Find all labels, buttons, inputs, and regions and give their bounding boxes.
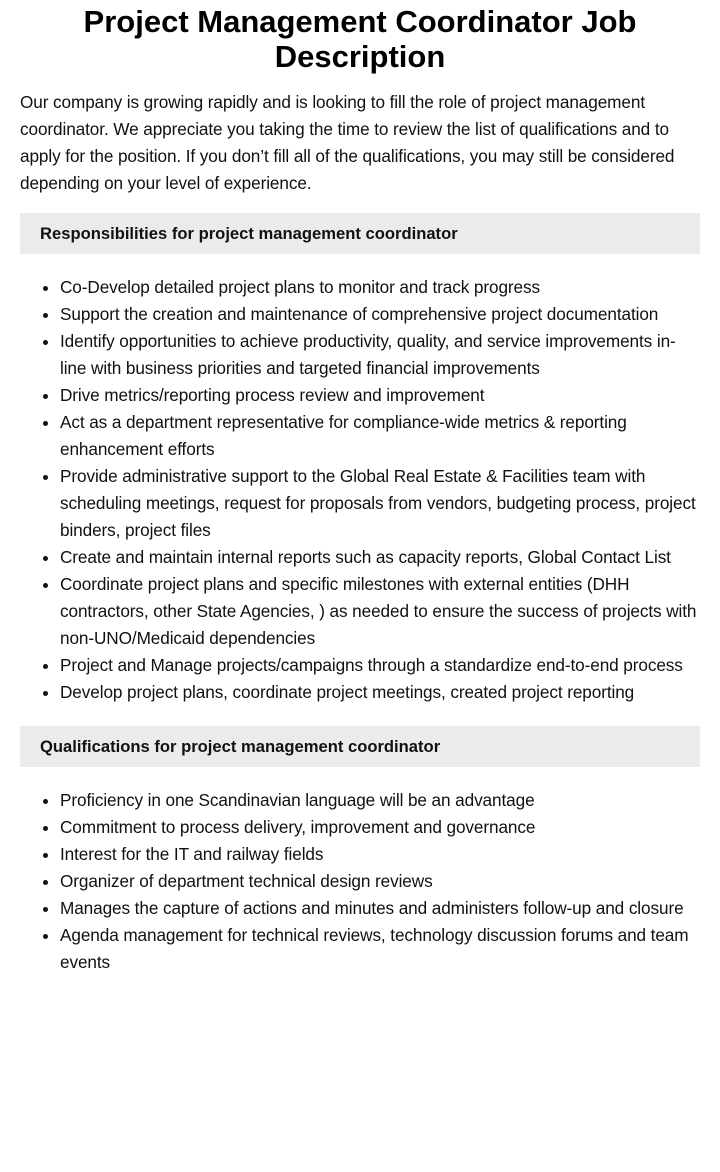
list-item: • Commitment to process delivery, improvement and governance <box>60 814 700 841</box>
list-item: • Manages the capture of actions and minutes and administers follow-up and closure <box>60 895 700 922</box>
list-item: • Organizer of department technical design reviews <box>60 868 700 895</box>
responsibilities-list <box>20 274 700 706</box>
list-item: • Provide administrative support to the Global Real Estate & Facilities team with scheduling meetings, request for proposals from vendors, budgeting process, project binders, project files <box>60 463 700 544</box>
qualifications-heading: Qualifications for project management coordinator <box>20 726 700 767</box>
list-item: • Interest for the IT and railway fields <box>60 841 700 868</box>
list-item: • Create and maintain internal reports such as capacity reports, Global Contact List <box>60 544 700 571</box>
list-item: • Agenda management for technical reviews, technology discussion forums and team events <box>60 922 700 976</box>
intro-paragraph: Our company is growing rapidly and is looking to fill the role of project management coordinator. We appreciate you taking the time to review the list of qualifications and to apply for the position. If you don’t fill all of the qualifications, you may still be considered depending on your level of experience. <box>20 92 675 193</box>
page-title: Project Management Coordinator Job Description <box>83 4 637 74</box>
list-item: • Project and Manage projects/campaigns through a standardize end-to-end process <box>60 652 700 679</box>
qualifications-list <box>20 787 700 976</box>
list-item: • Support the creation and maintenance of comprehensive project documentation <box>60 301 700 328</box>
list-item: • Proficiency in one Scandinavian language will be an advantage <box>60 787 700 814</box>
list-item: • Act as a department representative for compliance-wide metrics & reporting enhancement efforts <box>60 409 700 463</box>
responsibilities-heading: Responsibilities for project management coordinator <box>20 213 700 254</box>
list-item: • Develop project plans, coordinate project meetings, created project reporting <box>60 679 700 706</box>
job-description-page <box>0 4 720 976</box>
list-item: • Co-Develop detailed project plans to monitor and track progress <box>60 274 700 301</box>
list-item: • Identify opportunities to achieve productivity, quality, and service improvements in-line with business priorities and targeted financial improvements <box>60 328 700 382</box>
list-item: • Drive metrics/reporting process review and improvement <box>60 382 700 409</box>
list-item: • Coordinate project plans and specific milestones with external entities (DHH contractors, other State Agencies, ) as needed to ensure the success of projects with non-UNO/Medicaid dependencies <box>60 571 700 652</box>
